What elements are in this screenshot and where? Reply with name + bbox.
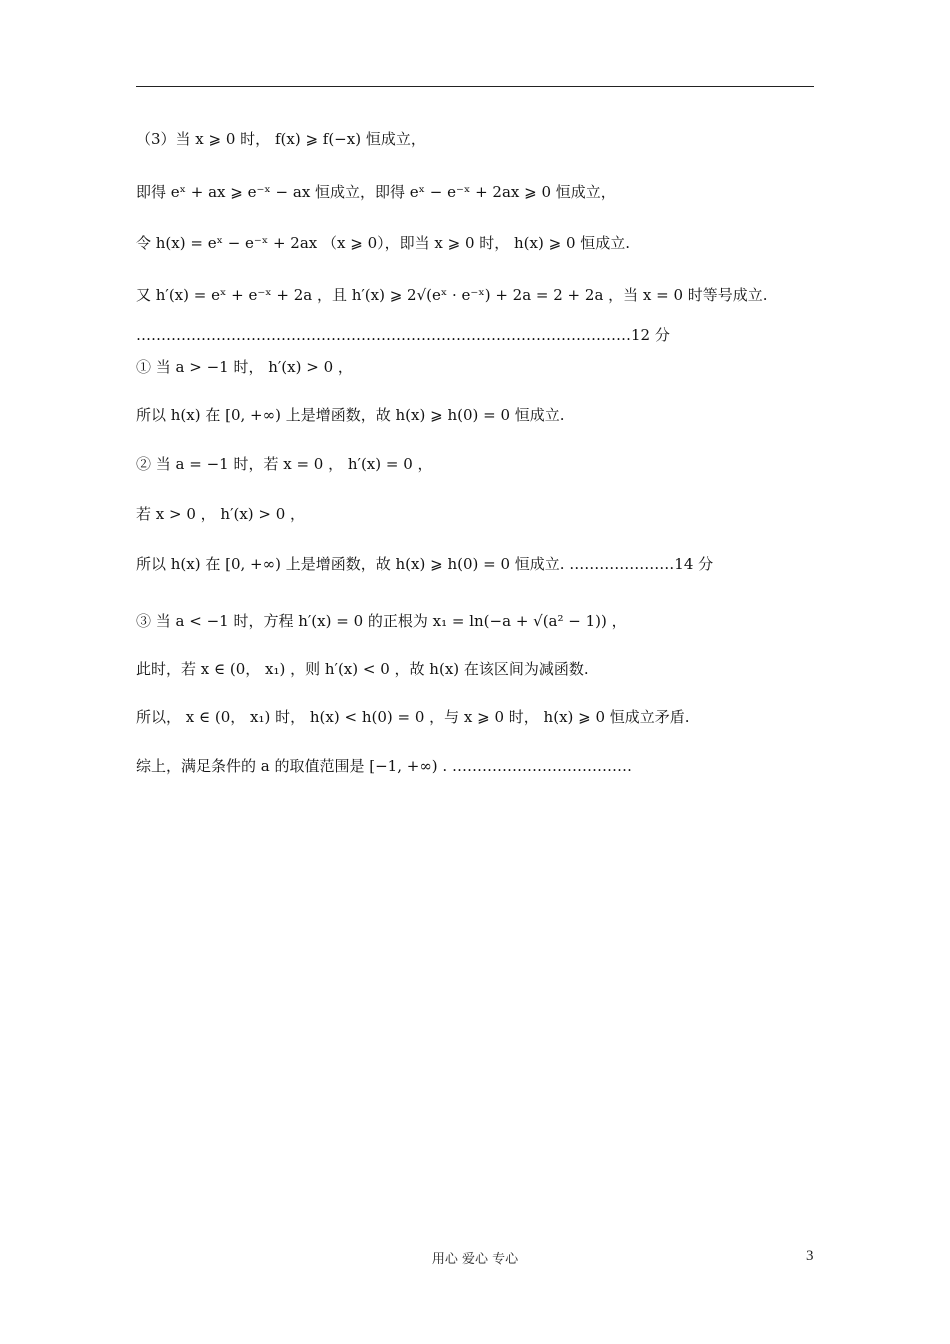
text-line: 所以 h(x) 在 [0, +∞) 上是增函数，故 h(x) ⩾ h(0) = 0 恒成立. [136, 406, 565, 424]
header-rule [136, 86, 814, 87]
text-line: ② 当 a = −1 时，若 x = 0 ， h′(x) = 0 ， [136, 455, 433, 473]
text-line: （3）当 x ⩾ 0 时， f(x) ⩾ f(−x) 恒成立， [136, 130, 426, 148]
text-line: 即得 eˣ + ax ⩾ e⁻ˣ − ax 恒成立，即得 eˣ − e⁻ˣ + 2ax ⩾ 0 恒成立， [136, 183, 616, 201]
text-line: 所以 h(x) 在 [0, +∞) 上是增函数，故 h(x) ⩾ h(0) = 0 恒成立. …………………14 分 [136, 555, 714, 573]
page-number: 3 [806, 1248, 814, 1264]
text-line: 若 x > 0 ， h′(x) > 0 ， [136, 505, 306, 523]
text-line: 此时，若 x ∈ (0， x₁) ，则 h′(x) < 0 ，故 h(x) 在该区间为减函数. [136, 660, 589, 678]
text-line: 令 h(x) = eˣ − e⁻ˣ + 2ax （x ⩾ 0），即当 x ⩾ 0 时， h(x) ⩾ 0 恒成立. [136, 234, 631, 252]
text-line: ① 当 a > −1 时， h′(x) > 0 ， [136, 358, 353, 376]
score-line-12: ………………………………………………………………………………………12 分 [136, 326, 670, 344]
text-line: 综上，满足条件的 a 的取值范围是 [−1, +∞) . ……………………………… [136, 757, 632, 775]
text-line: 又 h′(x) = eˣ + e⁻ˣ + 2a ，且 h′(x) ⩾ 2√(eˣ · e⁻ˣ) + 2a = 2 + 2a ，当 x = 0 时等号成立. [136, 286, 768, 304]
text-line: ③ 当 a < −1 时，方程 h′(x) = 0 的正根为 x₁ = ln(−a + √(a² − 1)) ， [136, 612, 627, 630]
text-line: 所以， x ∈ (0， x₁) 时， h(x) < h(0) = 0 ，与 x ⩾ 0 时， h(x) ⩾ 0 恒成立矛盾. [136, 708, 690, 726]
footer-text: 用心 爱心 专心 [431, 1252, 519, 1267]
